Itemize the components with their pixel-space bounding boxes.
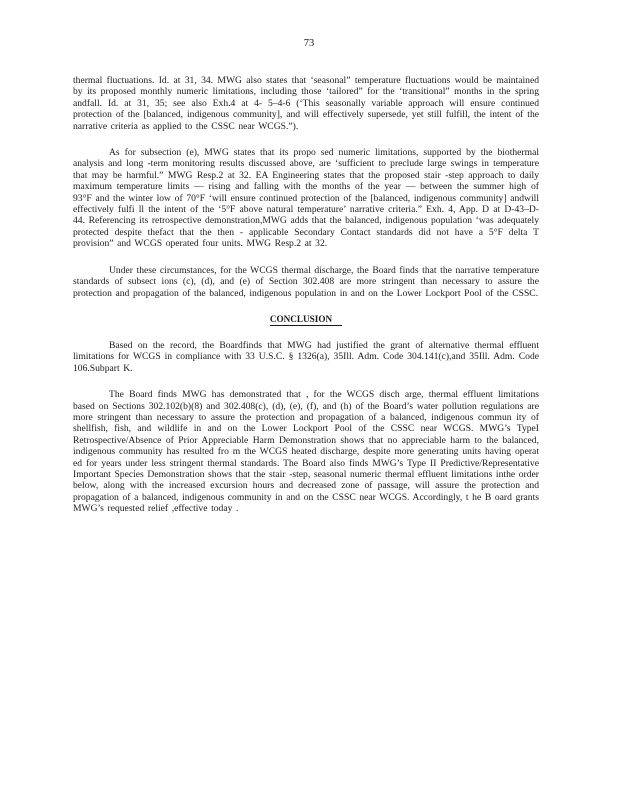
body-text	[73, 75, 539, 530]
conclusion-paragraph-2: The Board finds MWG has demonstrated that , for the WCGS disch arge, thermal effluent limitations based on Sections 302.102(b)(8) and 302.408(c), (d), (e), (f), and (h) of the Board’s water pollution regulations are more stringent than necessary to assure the protection and propagation of a balanced, indigenous commun ity of shellfish, fish, and wildlife in and on the Lower Lockport Pool of the CSSC near WCGS. MWG’s TypeI Retrospective/Absence of Prior Appreciable Harm Demonstration shows that no appreciable harm to the balanced, indigenous community has resulted fro m the WCGS heated discharge, despite more generating units having operat ed for years under less stringent thermal standards. The Board also finds MWG’s Type II Predictive/Representative Important Species Demonstration shows that the stair -step, seasonal numeric thermal effluent limitations inthe order below, along with the increased excursion hours and decreased zone of passage, will assure the protection and propagation of a balanced, indigenous community in and on the CSSC near WCGS. Accordingly, t he B oard grants MWG’s requested relief ,effective today .	[73, 389, 539, 515]
page-number: 73	[303, 38, 315, 49]
paragraph-board-finding: Under these circumstances, for the WCGS thermal discharge, the Board finds that the narrative temperature standards of subsect ions (c), (d), and (e) of Section 302.408 are more stringent than necessary to assure the protection and propagation of the balanced, indigenous population in and on the Lower Lockport Pool of the CSSC.	[73, 264, 539, 299]
conclusion-heading: CONCLUSION	[270, 314, 342, 326]
paragraph-continued: thermal fluctuations. Id. at 31, 34. MWG also states that ‘seasonal” temperature fluctuations would be maintained by its proposed monthly numeric limitations, including those ‘tailored” for the ‘transitional” months in the spring andfall. Id. at 31, 35; see also Exh.4 at 4- 5–4-6 (‘This seasonally variable approach will ensure continued protection of the [balanced, indigenous community], and will effectively supersede, yet still fulfill, the intent of the narrative criteria as applied to the CSSC near WCGS.”).	[73, 75, 539, 132]
section-heading	[73, 314, 539, 325]
paragraph-subsection-e: As for subsection (e), MWG states that its propo sed numeric limitations, supported by the biothermal analysis and long -term monitoring results discussed above, are ‘sufficient to preclude large swings in temperature that may be harmful.” MWG Resp.2 at 32. EA Engineering states that the proposed stair -step approach to daily maximum temperature limits — rising and falling with the months of the year — between the summer high of 93°F and the winter low of 70°F ‘will ensure continued protection of the [balanced, indigenous community] andwill effectively fulfi ll the intent of the ‘5°F above natural temperature’ narrative criteria.” Exh. 4, App. D at D-43–D-44. Referencing its retrospective demonstration,MWG adds that the balanced, indigenous population ‘was adequately protected despite thefact that the then - applicable Secondary Contact standards did not have a 5°F delta T provision” and WCGS operated four units. MWG Resp.2 at 32.	[73, 147, 539, 250]
conclusion-paragraph-1: Based on the record, the Boardfinds that MWG had justified the grant of alternative thermal effluent limitations for WCGS in compliance with 33 U.S.C. § 1326(a), 35Ill. Adm. Code 304.141(c),and 35Ill. Adm. Code 106.Subpart K.	[73, 339, 539, 374]
